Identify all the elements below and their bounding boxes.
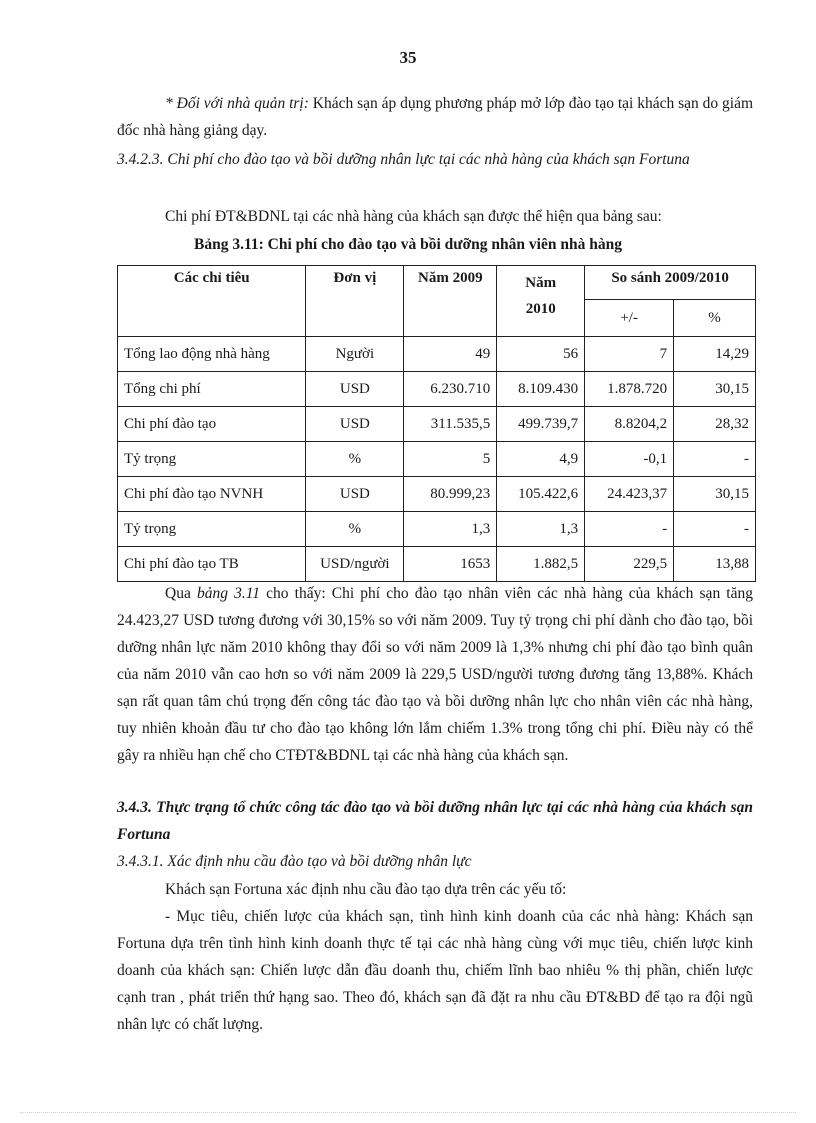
header-2010: Năm 2010: [497, 266, 585, 337]
cell-unit: %: [306, 442, 404, 477]
table-row: [118, 337, 756, 372]
cell-unit: USD: [306, 372, 404, 407]
table-reference: bảng 3.11: [196, 585, 261, 602]
cell-y2010: 1.882,5: [497, 547, 585, 582]
cell-y2009: 49: [404, 337, 497, 372]
cell-y2009: 311.535,5: [404, 407, 497, 442]
manager-text: Khách sạn áp dụng phương pháp mở lớp đào tạo tại khách sạn do giám đốc nhà hàng giảng dạy.: [117, 95, 754, 139]
cell-indicator: Chi phí đào tạo: [118, 407, 306, 442]
table-header-row: [118, 266, 756, 300]
header-diff: +/-: [585, 300, 674, 337]
section-3423-heading: 3.4.2.3. Chi phí cho đào tạo và bồi dưỡng nhân lực tại các nhà hàng của khách sạn Fortuna: [117, 151, 690, 168]
analysis-text: cho thấy: Chi phí cho đào tạo nhân viên các nhà hàng của khách sạn tăng 24.423,27 USD tương đương với 30,15% so với năm 2009. Tuy tỷ trọng chi phí dành cho đào tạo, bồi dưỡng nhân lực năm 2010 không thay đổi so với năm 2009 là 1,3% nhưng chi phí đào tạo bình quân của năm 2010 vẫn cao hơn so với năm 2009 là 229,5 USD/người tương đương tăng 13,88%. Khách sạn rất quan tâm chú trọng đến công tác đào tạo và bồi dưỡng nhân lực cho nhân viên các nhà hàng, tuy nhiên khoản đầu tư cho đào tạo không lớn lắm chiếm 1.3% trong tổng chi phí. Điều này có thể gây ra nhiều hạn chế cho CTĐT&BDNL tại các nhà hàng của khách sạn.: [117, 585, 753, 764]
table-body: [118, 337, 756, 582]
cell-pct: 28,32: [674, 407, 756, 442]
cell-pct: -: [674, 442, 756, 477]
cell-indicator: Tổng lao động nhà hàng: [118, 337, 306, 372]
analysis-lead: Qua: [165, 585, 197, 602]
cell-y2009: 1,3: [404, 512, 497, 547]
cell-unit: Người: [306, 337, 404, 372]
cell-y2010: 4,9: [497, 442, 585, 477]
needs-intro-paragraph: Khách sạn Fortuna xác định nhu cầu đào tạo dựa trên các yếu tố:: [165, 881, 567, 898]
section-3431-heading: 3.4.3.1. Xác định nhu cầu đào tạo và bồi dưỡng nhân lực: [117, 853, 472, 870]
cell-indicator: Chi phí đào tạo NVNH: [118, 477, 306, 512]
header-unit: Đơn vị: [306, 266, 404, 337]
table-intro-paragraph: Chi phí ĐT&BDNL tại các nhà hàng của khách sạn được thể hiện qua bảng sau:: [165, 208, 662, 225]
page-bottom-divider: [20, 1112, 796, 1113]
cell-diff: 8.8204,2: [585, 407, 674, 442]
cell-unit: %: [306, 512, 404, 547]
cell-pct: 13,88: [674, 547, 756, 582]
table-row: [118, 407, 756, 442]
cell-pct: 30,15: [674, 477, 756, 512]
cell-unit: USD: [306, 407, 404, 442]
table-caption: Bảng 3.11: Chi phí cho đào tạo và bồi dưỡng nhân viên nhà hàng: [194, 236, 622, 253]
cell-indicator: Tổng chi phí: [118, 372, 306, 407]
cell-indicator: Chi phí đào tạo TB: [118, 547, 306, 582]
cell-y2009: 1653: [404, 547, 497, 582]
cell-pct: 30,15: [674, 372, 756, 407]
header-indicator: Các chỉ tiêu: [118, 266, 306, 337]
header-2009: Năm 2009: [404, 266, 497, 337]
header-pct: %: [674, 300, 756, 337]
section-343-heading: 3.4.3. Thực trạng tổ chức công tác đào tạo và bồi dưỡng nhân lực tại các nhà hàng của khách sạn Fortuna: [117, 799, 753, 843]
analysis-paragraph: [117, 580, 753, 769]
header-compare: So sánh 2009/2010: [585, 266, 756, 300]
cell-unit: USD/người: [306, 547, 404, 582]
cell-y2010: 56: [497, 337, 585, 372]
page-number: 35: [399, 48, 417, 67]
cell-indicator: Tỷ trọng: [118, 512, 306, 547]
cost-table: [117, 265, 756, 582]
cell-unit: USD: [306, 477, 404, 512]
cell-indicator: Tỷ trọng: [118, 442, 306, 477]
cell-diff: 24.423,37: [585, 477, 674, 512]
cell-y2010: 105.422,6: [497, 477, 585, 512]
table-row: [118, 512, 756, 547]
cell-y2009: 80.999,23: [404, 477, 497, 512]
cell-y2009: 5: [404, 442, 497, 477]
cell-diff: 1.878.720: [585, 372, 674, 407]
table-row: [118, 547, 756, 582]
cell-pct: 14,29: [674, 337, 756, 372]
cell-y2010: 499.739,7: [497, 407, 585, 442]
cell-y2010: 1,3: [497, 512, 585, 547]
objectives-paragraph: - Mục tiêu, chiến lược của khách sạn, tình hình kinh doanh của các nhà hàng: Khách sạn Fortuna dựa trên tình hình kinh doanh thực tế tại các nhà hàng cùng với mục tiêu, chiến lược kinh doanh của khách sạn: Chiến lược dẫn đầu doanh thu, chiếm lĩnh bao nhiêu % thị phần, chiến lược cạnh tran , phát triển thứ hạng sao. Theo đó, khách sạn đã đặt ra nhu cầu ĐT&BD để tạo ra đội ngũ nhân lực có chất lượng.: [117, 908, 753, 1033]
table-row: [118, 442, 756, 477]
cell-diff: 7: [585, 337, 674, 372]
table-row: [118, 477, 756, 512]
cell-y2010: 8.109.430: [497, 372, 585, 407]
manager-lead: * Đối với nhà quản trị:: [165, 95, 309, 112]
cell-diff: -: [585, 512, 674, 547]
table-row: [118, 372, 756, 407]
cell-y2009: 6.230.710: [404, 372, 497, 407]
cell-diff: -0,1: [585, 442, 674, 477]
cell-pct: -: [674, 512, 756, 547]
manager-training-paragraph: [117, 90, 753, 144]
cell-diff: 229,5: [585, 547, 674, 582]
